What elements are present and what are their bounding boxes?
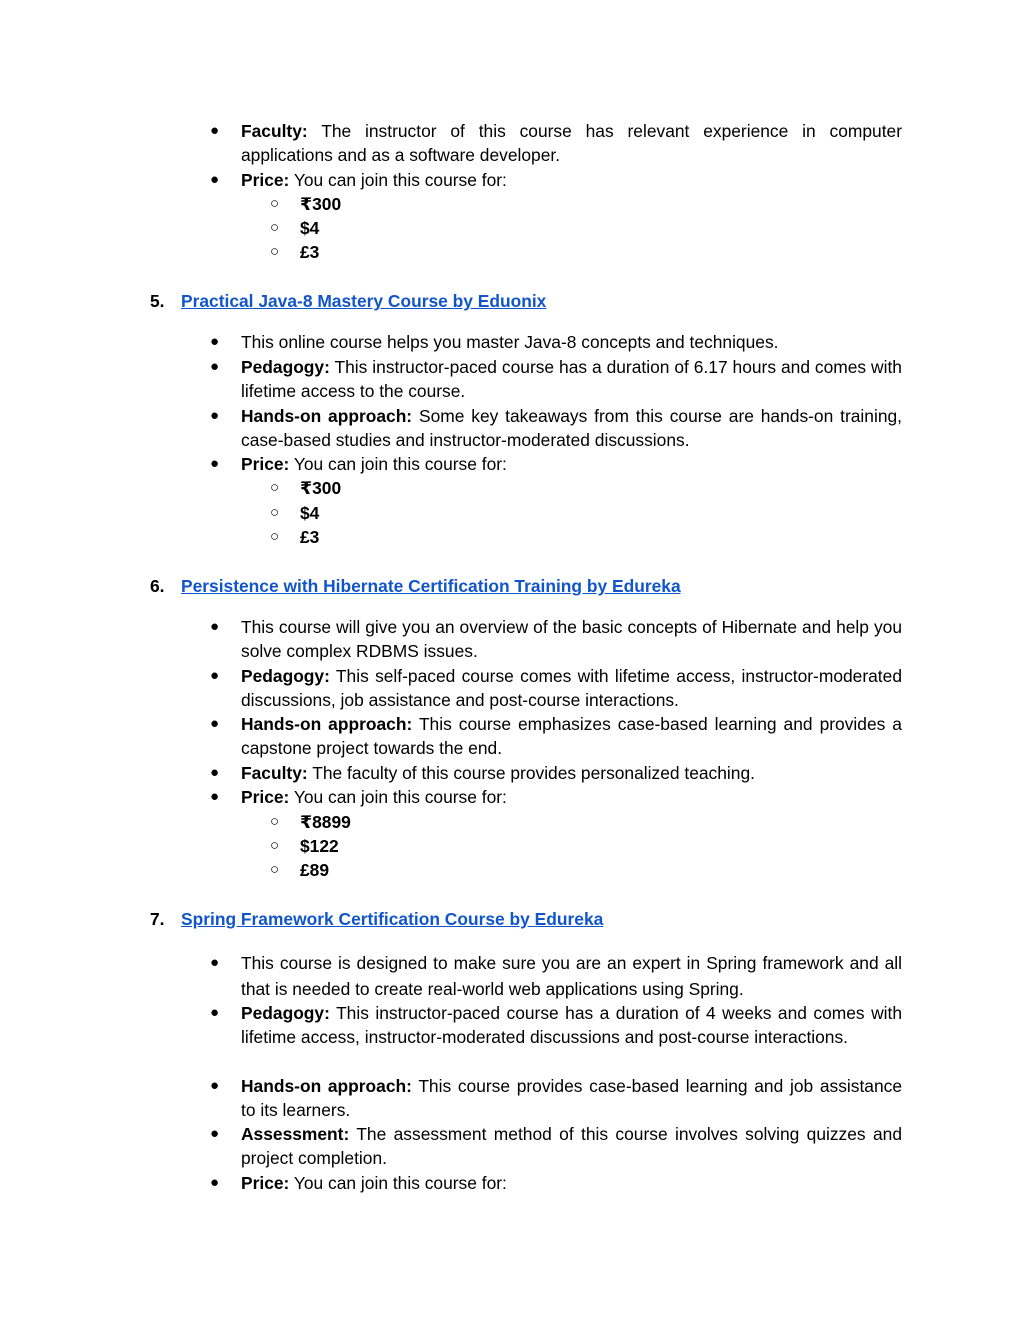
handson-label: Hands-on approach: (241, 406, 413, 426)
bullet-icon: ● (210, 788, 220, 805)
price-label: Price: (241, 787, 290, 807)
course-title-link[interactable]: Persistence with Hibernate Certification Training by Edureka (181, 576, 681, 596)
sub-bullet-icon: ○ (270, 528, 280, 545)
pedagogy-text: This instructor-paced course has a duration of 6.17 hours and comes with lifetime access to the course. (241, 357, 902, 402)
intro-text: This online course helps you master Java-8 concepts and techniques. (241, 332, 779, 352)
handson-item (241, 404, 902, 453)
price-usd: $4 (300, 503, 320, 523)
price-inr: ₹8899 (300, 812, 351, 832)
bullet-icon: ● (210, 455, 220, 472)
sub-bullet-icon: ○ (270, 479, 280, 496)
course-title-link[interactable]: Practical Java-8 Mastery Course by Eduonix (181, 291, 547, 311)
price-label: Price: (241, 454, 290, 474)
sub-bullet-icon: ○ (270, 813, 280, 830)
bullet-icon: ● (210, 618, 220, 635)
handson-label: Hands-on approach: (241, 714, 413, 734)
sub-bullet-icon: ○ (270, 243, 280, 260)
handson-text: This course provides case-based learning and job assistance to its learners. (241, 1076, 902, 1121)
assessment-item (241, 1122, 902, 1171)
bullet-icon: ● (210, 122, 220, 139)
pedagogy-label: Pedagogy: (241, 666, 330, 686)
price-item (241, 168, 902, 192)
course-number: 7. (150, 909, 165, 929)
pedagogy-label: Pedagogy: (241, 1003, 330, 1023)
sub-bullet-icon: ○ (270, 195, 280, 212)
bullet-icon: ● (210, 715, 220, 732)
assessment-label: Assessment: (241, 1124, 350, 1144)
sub-bullet-icon: ○ (270, 861, 280, 878)
bullet-icon: ● (210, 954, 220, 971)
handson-text: Some key takeaways from this course are hands-on training, case-based studies and instructor-moderated discussions. (241, 406, 902, 451)
course-title-link[interactable]: Spring Framework Certification Course by Edureka (181, 909, 604, 929)
price-text: You can join this course for: (293, 454, 507, 474)
bullet-icon: ● (210, 1125, 220, 1142)
pedagogy-label: Pedagogy: (241, 357, 330, 377)
pedagogy-item (241, 1001, 902, 1050)
bullet-icon: ● (210, 764, 220, 781)
bullet-icon: ● (210, 358, 220, 375)
faculty-text: The faculty of this course provides personalized teaching. (312, 763, 755, 783)
price-gbp: £89 (300, 860, 330, 880)
bullet-icon: ● (210, 667, 220, 684)
course-number: 6. (150, 576, 165, 596)
handson-text: This course emphasizes case-based learning and provides a capstone project towards the end. (241, 714, 902, 759)
price-text: You can join this course for: (293, 170, 507, 190)
price-text: You can join this course for: (293, 787, 507, 807)
sub-bullet-icon: ○ (270, 837, 280, 854)
price-inr: ₹300 (300, 194, 342, 214)
price-item (241, 785, 902, 809)
faculty-label: Faculty: (241, 121, 308, 141)
price-item (241, 1171, 902, 1195)
price-item (241, 452, 902, 476)
intro-text: This course will give you an overview of the basic concepts of Hibernate and help you solve complex RDBMS issues. (241, 617, 902, 662)
intro-text: This course is designed to make sure you are an expert in Spring framework and all that is needed to create real-world web applications using Spring. (241, 953, 902, 999)
pedagogy-text: This self-paced course comes with lifetime access, instructor-moderated discussions, job assistance and post-course interactions. (241, 666, 902, 711)
bullet-icon: ● (210, 1077, 220, 1094)
bullet-icon: ● (210, 1174, 220, 1191)
intro-item (241, 951, 902, 1002)
handson-item (241, 1074, 902, 1123)
faculty-item (241, 119, 902, 168)
bullet-icon: ● (210, 171, 220, 188)
price-gbp: £3 (300, 242, 320, 262)
price-gbp: £3 (300, 527, 320, 547)
handson-item (241, 712, 902, 761)
pedagogy-text: This instructor-paced course has a duration of 4 weeks and comes with lifetime access, instructor-moderated discussions and post-course interactions. (241, 1003, 902, 1048)
faculty-item (241, 761, 902, 785)
price-label: Price: (241, 1173, 290, 1193)
bullet-icon: ● (210, 407, 220, 424)
sub-bullet-icon: ○ (270, 219, 280, 236)
intro-item (241, 330, 902, 354)
handson-label: Hands-on approach: (241, 1076, 412, 1096)
price-usd: $4 (300, 218, 320, 238)
bullet-icon: ● (210, 1004, 220, 1021)
faculty-text: The instructor of this course has relevant experience in computer applications and as a software developer. (241, 121, 902, 166)
course-number: 5. (150, 291, 165, 311)
price-inr: ₹300 (300, 478, 342, 498)
bullet-icon: ● (210, 333, 220, 350)
faculty-label: Faculty: (241, 763, 308, 783)
intro-item (241, 615, 902, 664)
pedagogy-item (241, 664, 902, 713)
price-text: You can join this course for: (293, 1173, 507, 1193)
assessment-text: The assessment method of this course involves solving quizzes and project completion. (241, 1124, 902, 1169)
sub-bullet-icon: ○ (270, 504, 280, 521)
price-usd: $122 (300, 836, 339, 856)
pedagogy-item (241, 355, 902, 404)
price-label: Price: (241, 170, 290, 190)
